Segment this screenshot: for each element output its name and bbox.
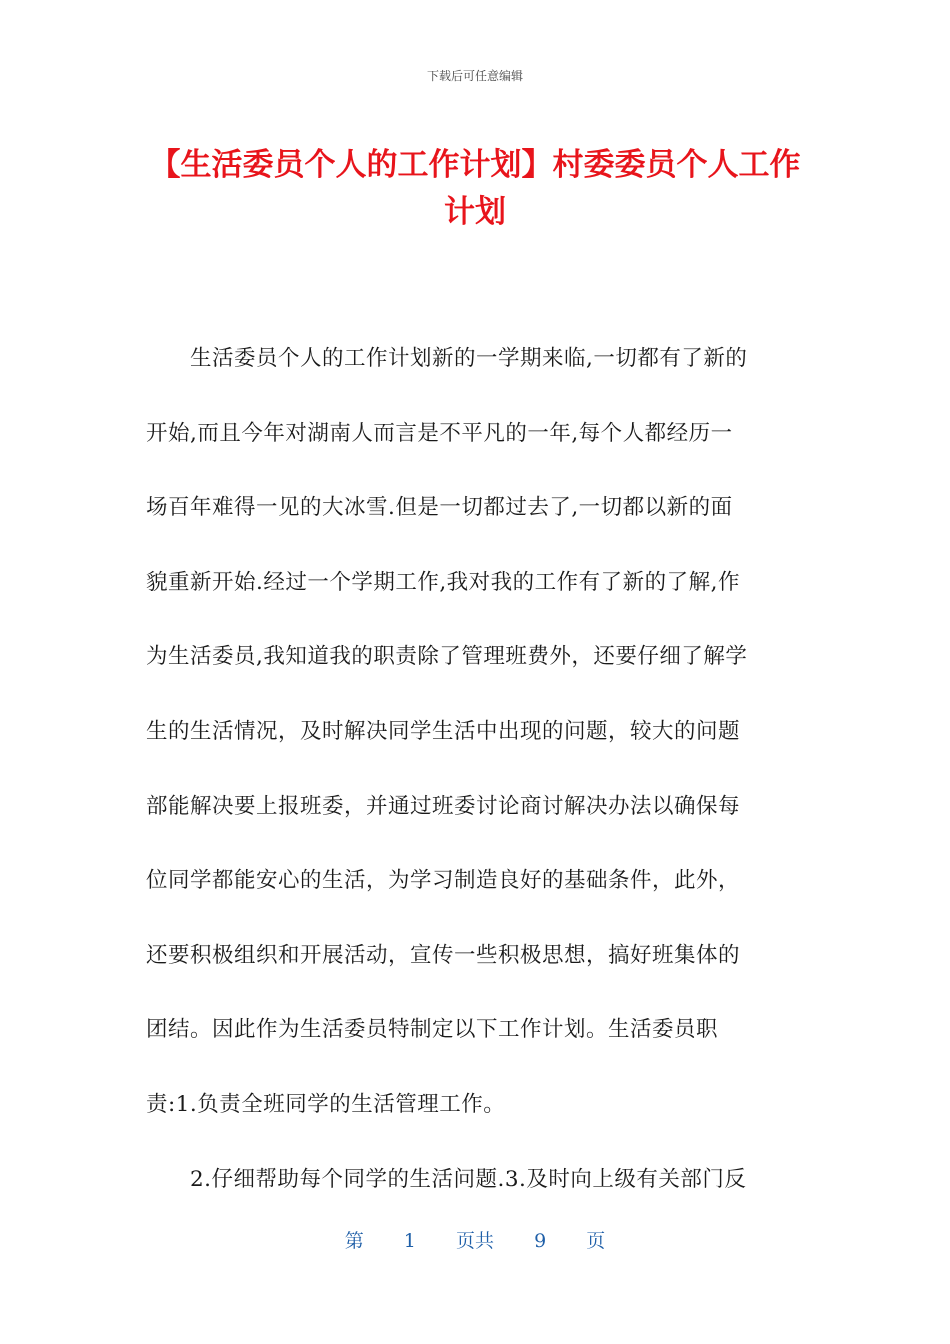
paragraph-line: 貌重新开始.经过一个学期工作,我对我的工作有了新的了解,作 [146, 569, 741, 595]
paragraph-line: 生的生活情况，及时解决同学生活中出现的问题，较大的问题 [146, 718, 741, 744]
paragraph-line: 位同学都能安心的生活，为学习制造良好的基础条件，此外， [146, 868, 741, 894]
page-footer [0, 1226, 950, 1253]
page-mid: 页共 [455, 1230, 494, 1252]
current-page-number: 1 [403, 1230, 416, 1252]
page-prefix: 第 [344, 1230, 364, 1252]
paragraph-line: 开始,而且今年对湖南人而言是不平凡的一年,每个人都经历一 [146, 420, 733, 446]
paragraph-line: 生活委员个人的工作计划新的一学期来临,一切都有了新的 [190, 346, 748, 371]
header-note: 下载后可任意编辑 [426, 69, 523, 83]
paragraph-line: 场百年难得一见的大冰雪.但是一切都过去了,一切都以新的面 [146, 495, 733, 521]
paragraph-line: 团结。因此作为生活委员特制定以下工作计划。生活委员职 [146, 1017, 719, 1043]
paragraph-line: 为生活委员,我知道我的职责除了管理班费外，还要仔细了解学 [146, 644, 748, 670]
page-suffix: 页 [586, 1230, 606, 1252]
document-body [146, 322, 806, 1217]
paragraph-line: 2.仔细帮助每个同学的生活问题.3.及时向上级有关部门反 [190, 1166, 747, 1192]
paragraph-line: 部能解决要上报班委，并通过班委讨论商讨解决办法以确保每 [146, 793, 741, 819]
paragraph-line: 还要积极组织和开展活动，宣传一些积极思想，搞好班集体的 [146, 942, 741, 968]
paragraph-line: 责:1.负责全班同学的生活管理工作。 [146, 1091, 506, 1117]
document-title: 【生活委员个人的工作计划】村委委员个人工作计划 [149, 147, 801, 230]
total-pages-number: 9 [534, 1230, 547, 1252]
